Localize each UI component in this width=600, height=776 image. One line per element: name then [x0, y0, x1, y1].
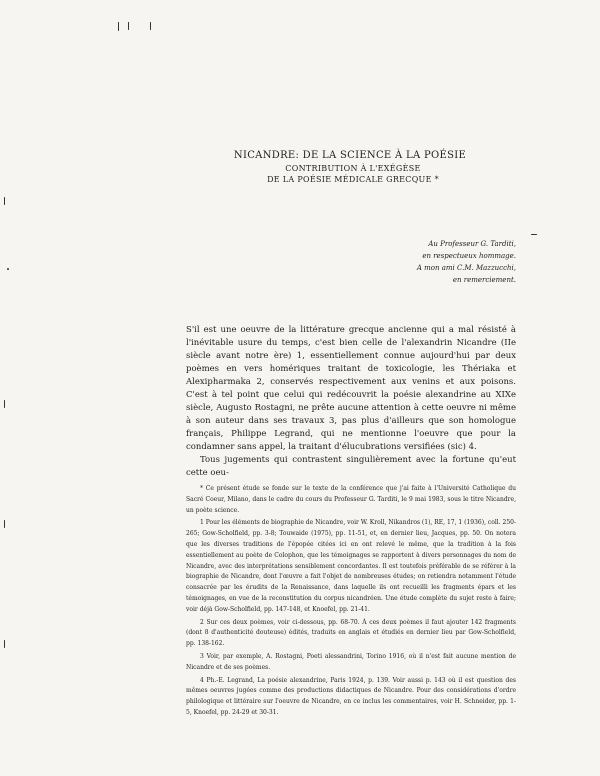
margin-mark [4, 640, 5, 648]
margin-mark [4, 520, 5, 528]
dedication-line: en respectueux hommage. [422, 252, 516, 260]
margin-mark [7, 268, 9, 270]
margin-mark [531, 234, 537, 235]
subtitle-line: CONTRIBUTION À L'EXÉGÈSE [285, 164, 421, 173]
dedication [316, 238, 516, 286]
footnote: 1 Pour les éléments de biographie de Nicandre, voir W. Kroll, Nikandros (1), RE, 17, 1 (1936), coll. 250-265; Gow-Scholfield, pp. 3-8; Touwaide (1975), pp. 11-51, et, en dernier lieu, Jacques, pp. 50. On notera que les diverses traditions de l'épopée citées ici en ont relevé le même, que la tradition à la fois essentiellement au poète de Colophon, que les témoignages se rapportent à divers personnages du nom de Nicandre, avec des interprétations sensiblement concordantes. Il est toutefois préférable de se référer à la biographie de Nicandre, dont l'œuvre a fait l'objet de nombreuses études; on retiendra notamment l'étude consacrée par les érudits de la Renaissance, dans laquelle ils ont recueilli les fragments épars et les témoignages, en vue de la reconstitution du corpus nicandréen. Une étude complète du sujet reste à faire; voir déjà Gow-Scholfield, pp. 147-148, et Knoefel, pp. 21-41. [186, 519, 516, 613]
footnote: 2 Sur ces deux poèmes, voir ci-dessous, pp. 68-70. À ces deux poèmes il faut ajouter 142 fragments (dont 8 d'authenticité douteuse) édités, traduits en anglais et étudiés en dernier lieu par Gow-Scholfield, pp. 138-162. [186, 618, 516, 648]
body-paragraph: Tous jugements qui contrastent singulièrement avec la fortune qu'eut cette oeu- [186, 455, 516, 478]
margin-mark [4, 400, 5, 408]
margin-mark [118, 22, 119, 31]
dedication-line: Au Professeur G. Tarditi, [428, 240, 516, 248]
footnote: 3 Voir, par exemple, A. Rostagni, Poeti alessandrini, Torino 1916, où il n'est fait aucune mention de Nicandre et de ses poèmes. [186, 652, 516, 671]
margin-mark [4, 197, 5, 205]
article-subtitle [228, 163, 478, 185]
body-paragraph: S'il est une oeuvre de la littérature grecque ancienne qui a mal résisté à l'inévitable usure du temps, c'est bien celle de l'alexandrin Nicandre (IIe siècle avant notre ère) 1, essentiellement connue aujourd'hui par deux poèmes en vers homériques traitant de toxicologie, les Thériaka et Alexipharmaka 2, conservés respectivement aux venins et aux poisons. C'est à tel point que celui qui redécouvrit la poésie alexandrine au XIXe siècle, Augusto Rostagni, ne prête aucune attention à cette oeuvre ni même à son auteur dans ses travaux 3, pas plus d'ailleurs que son homologue français, Philippe Legrand, qui ne mentionne l'oeuvre que pour la condamner sans appel, la traitant d'élucubrations versifiées (sic) 4. [186, 325, 516, 452]
dedication-line: en remerciement. [452, 276, 516, 284]
dedication-line: A mon ami C.M. Mazzucchi, [416, 264, 516, 272]
footnote: * Ce présent étude se fonde sur le texte de la conférence que j'ai faite à l'Université Catholique du Sacré Coeur, Milano, dans le cadre du cours du Professeur G. Tarditi, le 9 mai 1983, sous le titre Nicandre, un poète science. [186, 485, 516, 514]
article-title: NICANDRE: DE LA SCIENCE À LA POÉSIE [233, 150, 467, 161]
margin-mark [150, 22, 151, 30]
main-text [186, 324, 516, 480]
subtitle-line: DE LA POÉSIE MÉDICALE GRECQUE * [267, 175, 439, 184]
footnote: 4 Ph.-E. Legrand, La poésie alexandrine, Paris 1924, p. 139. Voir aussi p. 143 où il est question des mêmes oeuvres jugées comme des productions didactiques de Nicandre. Pour des considérations d'ordre philologique et littéraire sur l'oeuvre de Nicandre, en ce inclus les commentaires, voir H. Schneider, pp. 1-5, Knoefel, pp. 24-29 et 30-31. [186, 676, 516, 716]
margin-mark [128, 22, 129, 30]
footnotes [186, 484, 516, 721]
